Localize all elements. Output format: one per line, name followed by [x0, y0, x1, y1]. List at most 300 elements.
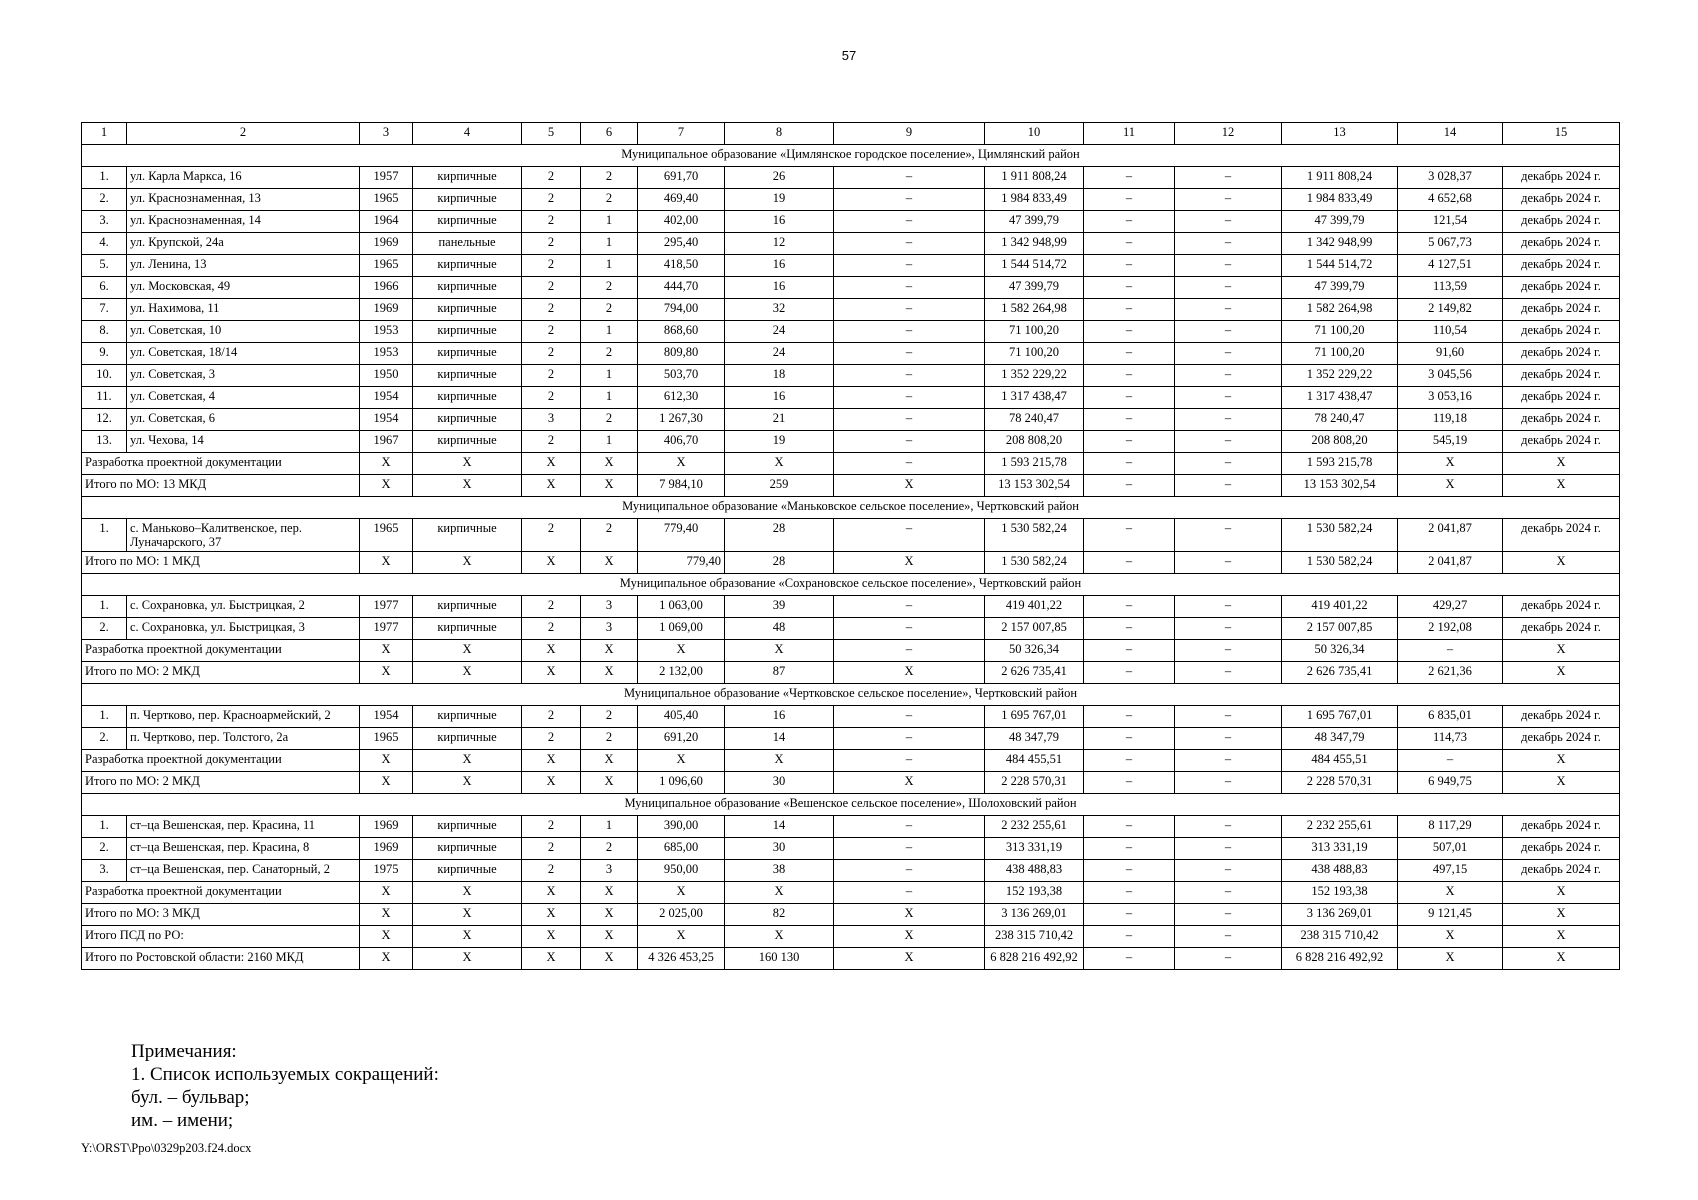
table-cell: – — [834, 387, 985, 409]
table-cell: 1 342 948,99 — [985, 233, 1084, 255]
table-cell: 1 984 833,49 — [985, 189, 1084, 211]
column-number-row — [82, 123, 1620, 145]
table-cell: 1965 — [360, 728, 413, 750]
table-cell: 2 — [522, 816, 581, 838]
table-cell: 6 835,01 — [1398, 706, 1503, 728]
table-row — [82, 838, 1620, 860]
table-cell: 3. — [82, 860, 127, 882]
table-cell: 110,54 — [1398, 321, 1503, 343]
summary-cell: X — [725, 926, 834, 948]
table-cell: – — [1175, 519, 1282, 552]
table-cell: 685,00 — [638, 838, 725, 860]
table-cell: 2. — [82, 618, 127, 640]
table-cell: 2 — [581, 343, 638, 365]
table-cell: 2 — [522, 596, 581, 618]
table-cell: 4 652,68 — [1398, 189, 1503, 211]
table-cell: 1 063,00 — [638, 596, 725, 618]
table-cell: 91,60 — [1398, 343, 1503, 365]
table-cell: – — [1175, 409, 1282, 431]
table-cell: 1954 — [360, 387, 413, 409]
table-cell: – — [1175, 321, 1282, 343]
summary-cell: 6 828 216 492,92 — [985, 948, 1084, 970]
table-cell: – — [1175, 618, 1282, 640]
summary-cell: X — [1398, 948, 1503, 970]
table-row — [82, 343, 1620, 365]
table-cell: – — [1084, 431, 1175, 453]
summary-cell: X — [522, 640, 581, 662]
table-cell: кирпичные — [413, 596, 522, 618]
table-cell: 2 157 007,85 — [1282, 618, 1398, 640]
table-cell: кирпичные — [413, 167, 522, 189]
summary-label: Итого по МО: 2 МКД — [82, 662, 360, 684]
summary-cell: X — [522, 926, 581, 948]
table-cell: кирпичные — [413, 189, 522, 211]
column-number-cell: 10 — [985, 123, 1084, 145]
summary-cell: X — [1398, 926, 1503, 948]
table-cell: кирпичные — [413, 387, 522, 409]
table-cell: 1 695 767,01 — [985, 706, 1084, 728]
summary-cell: X — [638, 453, 725, 475]
table-cell: 497,15 — [1398, 860, 1503, 882]
table-cell: 3 053,16 — [1398, 387, 1503, 409]
summary-cell: X — [1503, 475, 1620, 497]
summary-cell: X — [581, 640, 638, 662]
table-cell: 2 — [522, 728, 581, 750]
table-cell: декабрь 2024 г. — [1503, 596, 1620, 618]
summary-cell: 7 984,10 — [638, 475, 725, 497]
summary-cell: X — [581, 750, 638, 772]
summary-cell: – — [1084, 904, 1175, 926]
summary-cell: – — [1398, 750, 1503, 772]
table-cell: – — [834, 167, 985, 189]
table-cell: 1965 — [360, 255, 413, 277]
summary-cell: X — [834, 948, 985, 970]
table-cell: ул. Советская, 4 — [127, 387, 360, 409]
summary-cell: X — [1503, 453, 1620, 475]
summary-cell: X — [1398, 453, 1503, 475]
table-cell: 779,40 — [638, 519, 725, 552]
summary-row — [82, 926, 1620, 948]
table-cell: 1953 — [360, 343, 413, 365]
table-cell: 13. — [82, 431, 127, 453]
column-number-cell: 13 — [1282, 123, 1398, 145]
table-cell: – — [1175, 596, 1282, 618]
table-cell: – — [1084, 596, 1175, 618]
table-cell: 438 488,83 — [985, 860, 1084, 882]
table-cell: 1 352 229,22 — [1282, 365, 1398, 387]
table-cell: декабрь 2024 г. — [1503, 299, 1620, 321]
table-cell: 1 530 582,24 — [985, 519, 1084, 552]
summary-cell: – — [1175, 552, 1282, 574]
table-cell: 78 240,47 — [1282, 409, 1398, 431]
summary-label: Итого по МО: 2 МКД — [82, 772, 360, 794]
summary-cell: 1 530 582,24 — [985, 552, 1084, 574]
section-title: Муниципальное образование «Сохрановское сельское поселение», Чертковский район — [82, 574, 1620, 596]
table-cell: 1 352 229,22 — [985, 365, 1084, 387]
table-cell: 419 401,22 — [985, 596, 1084, 618]
summary-row — [82, 750, 1620, 772]
table-cell: 21 — [725, 409, 834, 431]
summary-cell: X — [413, 750, 522, 772]
summary-row — [82, 948, 1620, 970]
table-cell: 3 — [522, 409, 581, 431]
table-cell: – — [1084, 409, 1175, 431]
table-cell: декабрь 2024 г. — [1503, 211, 1620, 233]
table-cell: – — [1175, 365, 1282, 387]
table-cell: кирпичные — [413, 816, 522, 838]
table-cell: 1967 — [360, 431, 413, 453]
footer-file-path: Y:\ORST\Ppo\0329p203.f24.docx — [81, 1141, 252, 1155]
table-cell: 1950 — [360, 365, 413, 387]
table-cell: ул. Советская, 10 — [127, 321, 360, 343]
table-row — [82, 409, 1620, 431]
table-cell: 1977 — [360, 618, 413, 640]
table-cell: 2 — [522, 618, 581, 640]
table-cell: 24 — [725, 343, 834, 365]
table-cell: декабрь 2024 г. — [1503, 189, 1620, 211]
table-cell: декабрь 2024 г. — [1503, 431, 1620, 453]
summary-row — [82, 552, 1620, 574]
table-cell: 1 267,30 — [638, 409, 725, 431]
table-cell: 8 117,29 — [1398, 816, 1503, 838]
table-row — [82, 816, 1620, 838]
summary-cell: X — [581, 662, 638, 684]
summary-cell: 152 193,38 — [985, 882, 1084, 904]
summary-cell: 2 621,36 — [1398, 662, 1503, 684]
summary-cell: – — [1398, 640, 1503, 662]
table-cell: 4 127,51 — [1398, 255, 1503, 277]
table-cell: – — [1175, 838, 1282, 860]
table-cell: 313 331,19 — [1282, 838, 1398, 860]
table-cell: – — [1175, 706, 1282, 728]
table-cell: – — [1084, 706, 1175, 728]
table-cell: 2 — [522, 255, 581, 277]
summary-cell: X — [725, 882, 834, 904]
summary-cell: X — [581, 453, 638, 475]
summary-cell: X — [581, 926, 638, 948]
table-cell: кирпичные — [413, 519, 522, 552]
table-cell: 2 — [522, 233, 581, 255]
table-cell: 1 — [581, 365, 638, 387]
table-row — [82, 189, 1620, 211]
table-cell: 4. — [82, 233, 127, 255]
summary-cell: – — [834, 750, 985, 772]
table-cell: – — [1084, 387, 1175, 409]
table-cell: 429,27 — [1398, 596, 1503, 618]
table-cell: – — [834, 519, 985, 552]
column-number-cell: 2 — [127, 123, 360, 145]
summary-cell: X — [834, 552, 985, 574]
summary-cell: 13 153 302,54 — [985, 475, 1084, 497]
table-cell: кирпичные — [413, 255, 522, 277]
column-number-cell: 12 — [1175, 123, 1282, 145]
table-cell: 444,70 — [638, 277, 725, 299]
table-cell: декабрь 2024 г. — [1503, 838, 1620, 860]
table-cell: – — [1084, 618, 1175, 640]
table-cell: – — [834, 321, 985, 343]
table-cell: с. Сохрановка, ул. Быстрицкая, 3 — [127, 618, 360, 640]
table-cell: 438 488,83 — [1282, 860, 1398, 882]
table-cell: 19 — [725, 189, 834, 211]
table-cell: декабрь 2024 г. — [1503, 343, 1620, 365]
summary-cell: X — [834, 475, 985, 497]
table-cell: – — [834, 255, 985, 277]
table-cell: 48 347,79 — [985, 728, 1084, 750]
table-cell: – — [1084, 343, 1175, 365]
table-cell: 121,54 — [1398, 211, 1503, 233]
table-cell: – — [834, 233, 985, 255]
table-cell: декабрь 2024 г. — [1503, 816, 1620, 838]
table-cell: 71 100,20 — [985, 343, 1084, 365]
table-cell: 2 192,08 — [1398, 618, 1503, 640]
table-cell: – — [1175, 211, 1282, 233]
summary-cell: X — [413, 904, 522, 926]
summary-cell: – — [1084, 750, 1175, 772]
table-cell: – — [834, 431, 985, 453]
table-cell: – — [1175, 189, 1282, 211]
table-cell: – — [834, 211, 985, 233]
table-cell: 2. — [82, 189, 127, 211]
summary-cell: X — [360, 948, 413, 970]
summary-cell: X — [413, 475, 522, 497]
summary-cell: – — [1084, 640, 1175, 662]
table-cell: – — [1084, 816, 1175, 838]
summary-label: Итого ПСД по РО: — [82, 926, 360, 948]
table-cell: 1 — [581, 816, 638, 838]
summary-cell: X — [725, 453, 834, 475]
table-cell: 1969 — [360, 816, 413, 838]
summary-cell: 2 626 735,41 — [1282, 662, 1398, 684]
table-cell: 1969 — [360, 233, 413, 255]
table-cell: ст–ца Вешенская, пер. Красина, 8 — [127, 838, 360, 860]
summary-cell: 3 136 269,01 — [985, 904, 1084, 926]
summary-cell: 160 130 — [725, 948, 834, 970]
column-number-cell: 15 — [1503, 123, 1620, 145]
column-number-cell: 1 — [82, 123, 127, 145]
table-cell: – — [834, 706, 985, 728]
table-cell: – — [834, 299, 985, 321]
table-cell: – — [1175, 343, 1282, 365]
summary-cell: X — [360, 926, 413, 948]
table-cell: 78 240,47 — [985, 409, 1084, 431]
summary-cell: X — [522, 772, 581, 794]
table-cell: 12 — [725, 233, 834, 255]
table-cell: 2 — [522, 321, 581, 343]
table-row — [82, 365, 1620, 387]
column-number-cell: 9 — [834, 123, 985, 145]
summary-cell: 6 828 216 492,92 — [1282, 948, 1398, 970]
table-cell: 2 — [581, 167, 638, 189]
section-header-row — [82, 497, 1620, 519]
summary-cell: 484 455,51 — [985, 750, 1084, 772]
table-cell: – — [1175, 728, 1282, 750]
table-cell: ул. Ленина, 13 — [127, 255, 360, 277]
table-cell: – — [1175, 299, 1282, 321]
table-cell: 1 582 264,98 — [985, 299, 1084, 321]
table-cell: декабрь 2024 г. — [1503, 321, 1620, 343]
column-number-cell: 3 — [360, 123, 413, 145]
table-cell: 1 — [581, 233, 638, 255]
column-number-cell: 6 — [581, 123, 638, 145]
table-cell: – — [834, 365, 985, 387]
summary-cell: – — [1175, 904, 1282, 926]
table-cell: 2 — [522, 860, 581, 882]
table-cell: 5 067,73 — [1398, 233, 1503, 255]
table-cell: 1. — [82, 519, 127, 552]
table-cell: 405,40 — [638, 706, 725, 728]
summary-cell: X — [522, 948, 581, 970]
table-row — [82, 519, 1620, 552]
summary-cell: 2 228 570,31 — [1282, 772, 1398, 794]
summary-cell: 6 949,75 — [1398, 772, 1503, 794]
summary-cell: X — [413, 772, 522, 794]
table-cell: – — [834, 618, 985, 640]
summary-cell: X — [360, 640, 413, 662]
table-cell: 6. — [82, 277, 127, 299]
table-cell: 418,50 — [638, 255, 725, 277]
column-number-cell: 8 — [725, 123, 834, 145]
summary-cell: 9 121,45 — [1398, 904, 1503, 926]
table-cell: – — [1084, 860, 1175, 882]
table-cell: 2 — [581, 519, 638, 552]
table-cell: 1965 — [360, 189, 413, 211]
summary-cell: 1 530 582,24 — [1282, 552, 1398, 574]
table-cell: кирпичные — [413, 299, 522, 321]
column-number-cell: 11 — [1084, 123, 1175, 145]
table-cell: – — [834, 816, 985, 838]
summary-cell: 259 — [725, 475, 834, 497]
table-cell: 1 911 808,24 — [1282, 167, 1398, 189]
table-row — [82, 618, 1620, 640]
summary-cell: X — [413, 926, 522, 948]
summary-cell: X — [360, 552, 413, 574]
table-cell: 113,59 — [1398, 277, 1503, 299]
table-cell: 1975 — [360, 860, 413, 882]
summary-cell: X — [522, 662, 581, 684]
summary-cell: 4 326 453,25 — [638, 948, 725, 970]
table-cell: декабрь 2024 г. — [1503, 277, 1620, 299]
summary-cell: X — [1503, 750, 1620, 772]
table-cell: – — [1084, 189, 1175, 211]
table-cell: 1 984 833,49 — [1282, 189, 1398, 211]
table-cell: декабрь 2024 г. — [1503, 409, 1620, 431]
registry-table — [81, 122, 1620, 970]
table-cell: 1 — [581, 431, 638, 453]
table-cell: 18 — [725, 365, 834, 387]
summary-cell: – — [834, 882, 985, 904]
table-cell: 1 530 582,24 — [1282, 519, 1398, 552]
table-cell: 47 399,79 — [1282, 277, 1398, 299]
table-cell: – — [1084, 321, 1175, 343]
summary-cell: X — [834, 662, 985, 684]
table-cell: 2 — [522, 365, 581, 387]
table-cell: ул. Нахимова, 11 — [127, 299, 360, 321]
table-cell: кирпичные — [413, 409, 522, 431]
summary-cell: X — [581, 475, 638, 497]
table-cell: ул. Краснознаменная, 14 — [127, 211, 360, 233]
section-header-row — [82, 145, 1620, 167]
table-cell: 1. — [82, 816, 127, 838]
section-title: Муниципальное образование «Чертковское сельское поселение», Чертковский район — [82, 684, 1620, 706]
table-cell: кирпичные — [413, 277, 522, 299]
table-cell: декабрь 2024 г. — [1503, 255, 1620, 277]
summary-row — [82, 772, 1620, 794]
summary-cell: – — [1175, 772, 1282, 794]
table-cell: 2 — [581, 277, 638, 299]
table-cell: 612,30 — [638, 387, 725, 409]
table-cell: 2 — [581, 728, 638, 750]
summary-cell: – — [1084, 453, 1175, 475]
table-cell: – — [1084, 728, 1175, 750]
table-cell: 24 — [725, 321, 834, 343]
summary-cell: X — [1503, 552, 1620, 574]
table-cell: – — [834, 277, 985, 299]
table-cell: 691,20 — [638, 728, 725, 750]
summary-cell: X — [413, 552, 522, 574]
table-cell: 2 232 255,61 — [985, 816, 1084, 838]
table-cell: 1 342 948,99 — [1282, 233, 1398, 255]
summary-cell: X — [638, 640, 725, 662]
table-cell: 545,19 — [1398, 431, 1503, 453]
column-number-cell: 14 — [1398, 123, 1503, 145]
summary-cell: – — [1084, 926, 1175, 948]
section-header-row — [82, 794, 1620, 816]
table-cell: 794,00 — [638, 299, 725, 321]
table-cell: 1. — [82, 706, 127, 728]
summary-row — [82, 475, 1620, 497]
table-body — [82, 123, 1620, 970]
summary-cell: X — [638, 882, 725, 904]
table-cell: 30 — [725, 838, 834, 860]
summary-cell: – — [1084, 662, 1175, 684]
table-cell: – — [1175, 255, 1282, 277]
summary-cell: X — [1503, 948, 1620, 970]
table-cell: 1977 — [360, 596, 413, 618]
table-cell: 1964 — [360, 211, 413, 233]
summary-cell: – — [1084, 882, 1175, 904]
table-cell: – — [1084, 167, 1175, 189]
summary-cell: – — [1084, 475, 1175, 497]
page-number: 57 — [841, 48, 857, 63]
summary-cell: X — [1398, 475, 1503, 497]
table-cell: 2 — [581, 838, 638, 860]
table-cell: 3 028,37 — [1398, 167, 1503, 189]
summary-label: Разработка проектной документации — [82, 640, 360, 662]
table-cell: кирпичные — [413, 431, 522, 453]
table-cell: – — [1084, 233, 1175, 255]
table-cell: 1969 — [360, 299, 413, 321]
summary-cell: 2 228 570,31 — [985, 772, 1084, 794]
table-cell: ст–ца Вешенская, пер. Санаторный, 2 — [127, 860, 360, 882]
summary-cell: X — [1398, 882, 1503, 904]
table-cell: – — [1175, 431, 1282, 453]
summary-cell: 2 041,87 — [1398, 552, 1503, 574]
summary-cell: – — [1175, 882, 1282, 904]
table-cell: 2. — [82, 728, 127, 750]
summary-cell: 1 096,60 — [638, 772, 725, 794]
table-cell: 2 — [522, 167, 581, 189]
summary-cell: X — [522, 904, 581, 926]
summary-cell: X — [1503, 904, 1620, 926]
table-cell: ул. Советская, 3 — [127, 365, 360, 387]
table-cell: 47 399,79 — [1282, 211, 1398, 233]
table-cell: – — [1175, 233, 1282, 255]
table-cell: 2 232 255,61 — [1282, 816, 1398, 838]
table-row — [82, 431, 1620, 453]
summary-cell: – — [1084, 772, 1175, 794]
table-row — [82, 233, 1620, 255]
table-cell: п. Чертково, пер. Красноармейский, 2 — [127, 706, 360, 728]
